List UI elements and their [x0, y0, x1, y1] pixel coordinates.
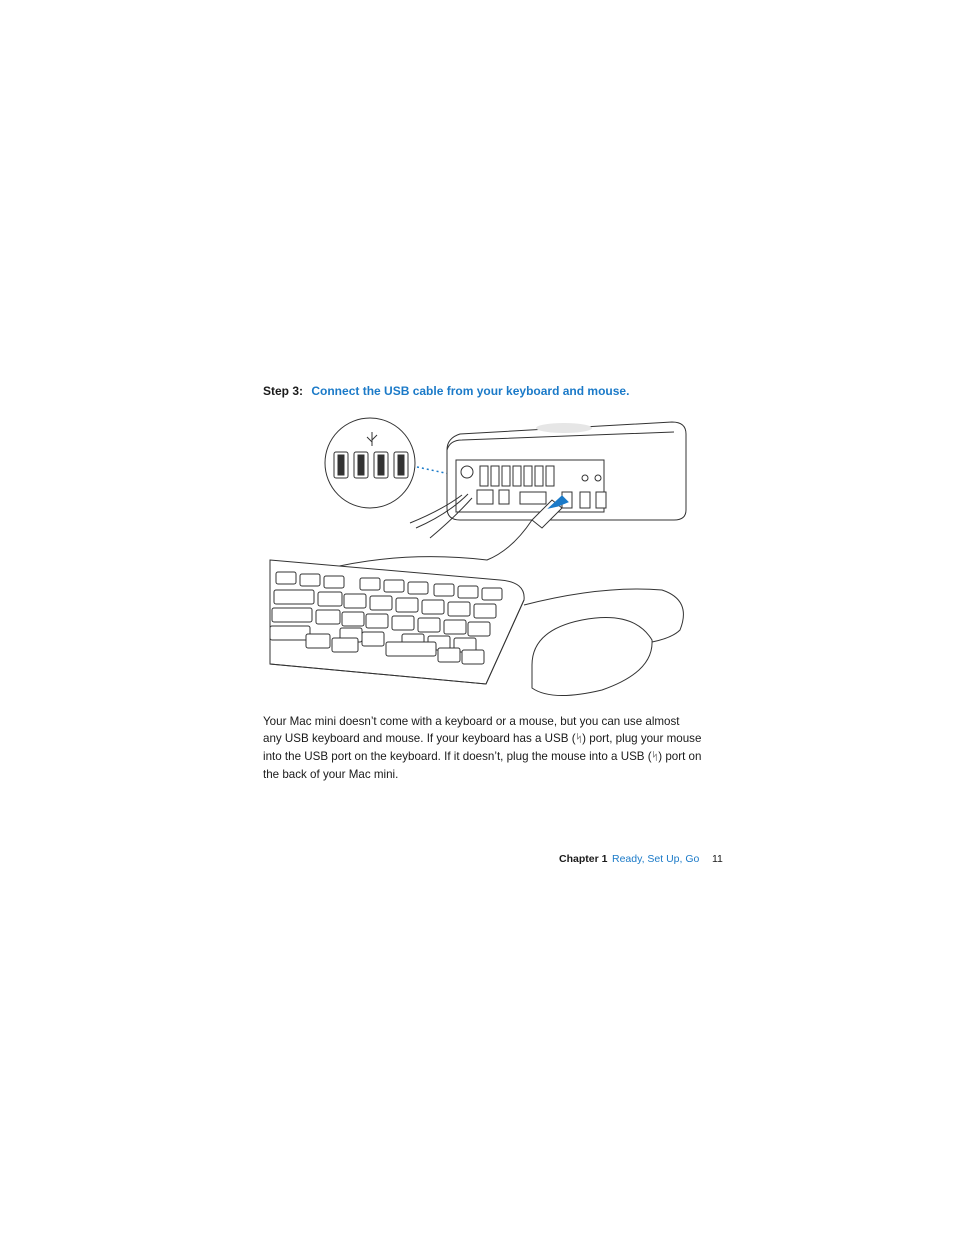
page-number: 11: [712, 853, 723, 865]
body-line-text: any USB keyboard and mouse. If your keyboard has a USB (: [263, 732, 576, 745]
step-heading: [263, 384, 629, 398]
step-title: Connect the USB cable from your keyboard and mouse.: [311, 384, 630, 398]
body-line: [263, 766, 713, 783]
illustration: [262, 410, 694, 706]
body-line: [263, 713, 713, 730]
body-paragraph: [263, 713, 713, 783]
keyboard: [270, 560, 524, 684]
usb-icon: ᛋ: [575, 733, 583, 745]
body-line-text: the back of your Mac mini.: [263, 768, 399, 781]
step-label: Step 3:: [263, 384, 304, 398]
body-line: [263, 748, 713, 766]
body-line-text: ) port on: [658, 750, 702, 763]
mouse: [532, 618, 652, 696]
body-line-text: ) port, plug your mouse: [582, 732, 702, 745]
mac-mini: [447, 422, 686, 520]
body-line-text: into the USB port on the keyboard. If it doesn’t, plug the mouse into a USB (: [263, 750, 652, 763]
body-line-text: Your Mac mini doesn’t come with a keyboard or a mouse, but you can use almost: [263, 715, 680, 728]
body-line: [263, 730, 713, 748]
section-link[interactable]: Ready, Set Up, Go: [612, 853, 700, 865]
chapter-label: Chapter 1: [559, 853, 608, 865]
usb-icon: ᛋ: [651, 751, 659, 763]
usb-callout: [325, 418, 415, 508]
